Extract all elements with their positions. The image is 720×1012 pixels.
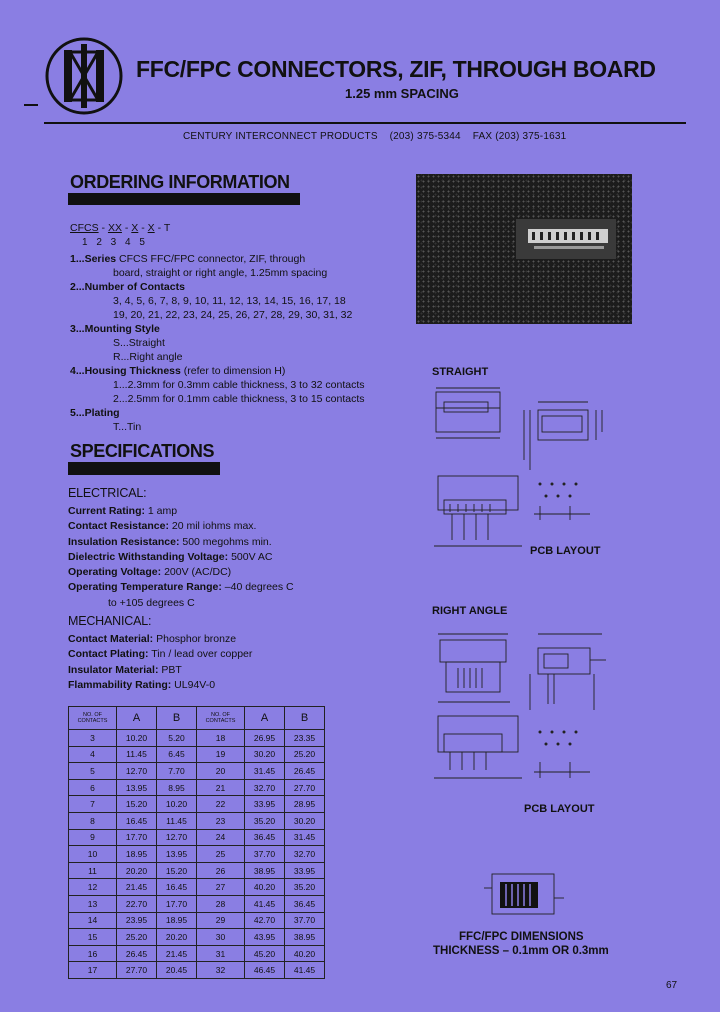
table-cell: 21: [197, 779, 245, 796]
specifications-section-title: SPECIFICATIONS: [70, 441, 215, 461]
spec-row: to +105 degrees C: [108, 596, 195, 609]
page-number: 67: [666, 980, 678, 991]
table-cell: 10: [69, 846, 117, 863]
table-cell: 25.20: [285, 746, 325, 763]
table-cell: 20.20: [117, 862, 157, 879]
ffc-dimensions-label: FFC/FPC DIMENSIONS: [459, 931, 584, 943]
table-cell: 18.95: [157, 912, 197, 929]
table-cell: 28: [197, 895, 245, 912]
table-cell: 31.45: [285, 829, 325, 846]
table-cell: 33.95: [245, 796, 285, 813]
spec-row: Current Rating: 1 amp: [68, 505, 178, 517]
ordering-item: S...Straight: [113, 337, 165, 349]
table-cell: 13.95: [117, 779, 157, 796]
table-cell: 17.70: [157, 895, 197, 912]
table-row: [69, 945, 325, 962]
part-code-digits: 1 2 3 4 5: [82, 237, 145, 248]
table-cell: 33.95: [285, 862, 325, 879]
table-cell: 26.45: [117, 945, 157, 962]
code-thickness: X: [147, 222, 155, 234]
spec-row: Flammability Rating: UL94V-0: [68, 678, 216, 691]
mechanical-heading: MECHANICAL:: [68, 614, 152, 628]
table-row: [69, 962, 325, 979]
table-cell: 15.20: [157, 862, 197, 879]
table-cell: 5.20: [157, 730, 197, 747]
straight-drawing: [430, 380, 610, 475]
table-cell: 20.20: [157, 929, 197, 946]
table-cell: 38.95: [285, 929, 325, 946]
table-cell: 22: [197, 796, 245, 813]
table-cell: 41.45: [245, 895, 285, 912]
table-cell: 32.70: [245, 779, 285, 796]
ffc-cable-drawing: [480, 868, 570, 928]
table-cell: 27.70: [285, 779, 325, 796]
ordering-item: 4...Housing Thickness (refer to dimension H): [70, 365, 286, 377]
table-cell: 16.45: [157, 879, 197, 896]
table-cell: 18.95: [117, 846, 157, 863]
ordering-item: 2...2.5mm for 0.1mm cable thickness, 3 to 15 contacts: [113, 393, 365, 405]
electrical-specs: [68, 504, 294, 611]
spec-row: Contact Plating: Tin / lead over copper: [68, 648, 253, 661]
ordering-item: 3...Mounting Style: [70, 323, 160, 335]
table-row: [69, 846, 325, 863]
table-cell: 12: [69, 879, 117, 896]
table-row: [69, 730, 325, 747]
code-plating: T: [163, 222, 171, 234]
company-logo: [44, 36, 124, 116]
ordering-item: R...Right angle: [113, 351, 183, 363]
table-cell: 5: [69, 763, 117, 780]
table-cell: 24: [197, 829, 245, 846]
company-contact-line: CENTURY INTERCONNECT PRODUCTS (203) 375-5344 FAX (203) 375-1631: [183, 131, 567, 142]
table-cell: 42.70: [245, 912, 285, 929]
table-row: [69, 829, 325, 846]
connector-photo-image: [416, 174, 632, 324]
table-cell: 3: [69, 730, 117, 747]
electrical-heading: ELECTRICAL:: [68, 486, 147, 500]
product-photo: [416, 174, 632, 324]
part-number-code: CFCS - XX - X - X - T: [70, 222, 171, 234]
table-cell: 30.20: [285, 812, 325, 829]
table-row: [69, 862, 325, 879]
table-cell: 27: [197, 879, 245, 896]
spec-row: Contact Resistance: 20 mil iohms max.: [68, 520, 257, 533]
table-cell: 10.20: [117, 730, 157, 747]
table-cell: 23: [197, 812, 245, 829]
column-header: B: [157, 707, 197, 730]
table-row: [69, 796, 325, 813]
spec-row: Insulation Resistance: 500 megohms min.: [68, 535, 272, 548]
ffc-thickness-label: THICKNESS – 0.1mm OR 0.3mm: [433, 945, 609, 957]
table-cell: 12.70: [157, 829, 197, 846]
pcb-layout-label: PCB LAYOUT: [530, 545, 601, 557]
table-cell: 27.70: [117, 962, 157, 979]
column-header: A: [245, 707, 285, 730]
table-cell: 21.45: [117, 879, 157, 896]
column-header: B: [285, 707, 325, 730]
straight-label: STRAIGHT: [432, 366, 489, 378]
table-row: [69, 746, 325, 763]
table-cell: 30: [197, 929, 245, 946]
table-cell: 23.95: [117, 912, 157, 929]
ordering-item: 19, 20, 21, 22, 23, 24, 25, 26, 27, 28, 29, 30, 31, 32: [113, 309, 353, 321]
table-cell: 36.45: [245, 829, 285, 846]
table-cell: 16: [69, 945, 117, 962]
column-header: NO. OF CONTACTS: [69, 707, 117, 730]
code-series: CFCS: [70, 222, 99, 234]
ordering-item: 5...Plating: [70, 407, 120, 419]
table-cell: 10.20: [157, 796, 197, 813]
table-cell: 36.45: [285, 895, 325, 912]
ordering-item: T...Tin: [113, 421, 142, 433]
right-angle-front-drawing: [430, 712, 620, 802]
column-header: NO. OF CONTACTS: [197, 707, 245, 730]
table-cell: 12.70: [117, 763, 157, 780]
table-cell: 28.95: [285, 796, 325, 813]
table-cell: 18: [197, 730, 245, 747]
table-row: [69, 763, 325, 780]
table-cell: 31: [197, 945, 245, 962]
table-cell: 17: [69, 962, 117, 979]
ordering-item: 1...2.3mm for 0.3mm cable thickness, 3 to 32 contacts: [113, 379, 365, 391]
table-cell: 14: [69, 912, 117, 929]
mechanical-specs: [68, 632, 252, 693]
table-cell: 40.20: [285, 945, 325, 962]
straight-front-drawing: [430, 470, 610, 550]
table-cell: 26.45: [285, 763, 325, 780]
table-cell: 25.20: [117, 929, 157, 946]
header-rule: [44, 122, 686, 124]
column-header: A: [117, 707, 157, 730]
ordering-section-title: ORDERING INFORMATION: [70, 172, 290, 192]
pcb-layout-label: PCB LAYOUT: [524, 803, 595, 815]
table-cell: 41.45: [285, 962, 325, 979]
table-row: [69, 929, 325, 946]
table-cell: 20: [197, 763, 245, 780]
spec-row: Operating Voltage: 200V (AC/DC): [68, 566, 232, 579]
ordering-item: 2...Number of Contacts: [70, 281, 185, 293]
table-cell: 45.20: [245, 945, 285, 962]
table-cell: 19: [197, 746, 245, 763]
page-subtitle: 1.25 mm SPACING: [345, 86, 459, 101]
table-cell: 15.20: [117, 796, 157, 813]
table-cell: 32.70: [285, 846, 325, 863]
right-angle-drawing: [430, 620, 620, 715]
page-title: FFC/FPC CONNECTORS, ZIF, THROUGH BOARD: [136, 56, 656, 82]
spec-row: Operating Temperature Range: –40 degrees C: [68, 581, 294, 594]
table-cell: 7.70: [157, 763, 197, 780]
table-cell: 8.95: [157, 779, 197, 796]
margin-mark: [24, 104, 38, 106]
table-cell: 35.20: [285, 879, 325, 896]
table-cell: 16.45: [117, 812, 157, 829]
table-row: [69, 779, 325, 796]
table-cell: 37.70: [285, 912, 325, 929]
table-cell: 13: [69, 895, 117, 912]
table-cell: 32: [197, 962, 245, 979]
table-cell: 11: [69, 862, 117, 879]
table-cell: 9: [69, 829, 117, 846]
spec-row: Insulator Material: PBT: [68, 663, 182, 676]
table-cell: 17.70: [117, 829, 157, 846]
table-cell: 22.70: [117, 895, 157, 912]
table-cell: 13.95: [157, 846, 197, 863]
table-cell: 6: [69, 779, 117, 796]
spec-row: Contact Material: Phosphor bronze: [68, 633, 237, 645]
table-cell: 23.35: [285, 730, 325, 747]
table-cell: 35.20: [245, 812, 285, 829]
table-cell: 8: [69, 812, 117, 829]
table-cell: 7: [69, 796, 117, 813]
dimensions-table: [68, 706, 325, 979]
spec-row: Dielectric Withstanding Voltage: 500V AC: [68, 550, 273, 563]
table-cell: 29: [197, 912, 245, 929]
table-cell: 21.45: [157, 945, 197, 962]
table-cell: 26.95: [245, 730, 285, 747]
ordering-item: 3, 4, 5, 6, 7, 8, 9, 10, 11, 12, 13, 14, 15, 16, 17, 18: [113, 295, 346, 307]
table-cell: 31.45: [245, 763, 285, 780]
table-cell: 40.20: [245, 879, 285, 896]
table-cell: 46.45: [245, 962, 285, 979]
table-cell: 6.45: [157, 746, 197, 763]
code-contacts: XX: [107, 222, 122, 234]
code-mounting: X: [131, 222, 139, 234]
table-cell: 20.45: [157, 962, 197, 979]
specifications-title-bar: [68, 462, 220, 475]
table-cell: 11.45: [117, 746, 157, 763]
table-row: [69, 895, 325, 912]
table-cell: 38.95: [245, 862, 285, 879]
ordering-item: board, straight or right angle, 1.25mm spacing: [113, 267, 328, 279]
table-cell: 26: [197, 862, 245, 879]
table-row: [69, 879, 325, 896]
table-header-row: [69, 707, 325, 730]
table-cell: 4: [69, 746, 117, 763]
table-row: [69, 912, 325, 929]
ordering-title-bar: [68, 193, 300, 205]
right-angle-label: RIGHT ANGLE: [432, 605, 508, 617]
table-cell: 37.70: [245, 846, 285, 863]
table-cell: 30.20: [245, 746, 285, 763]
table-cell: 11.45: [157, 812, 197, 829]
table-row: [69, 812, 325, 829]
table-cell: 25: [197, 846, 245, 863]
table-cell: 43.95: [245, 929, 285, 946]
table-cell: 15: [69, 929, 117, 946]
ordering-item: 1...Series CFCS FFC/FPC connector, ZIF, through: [70, 253, 306, 265]
